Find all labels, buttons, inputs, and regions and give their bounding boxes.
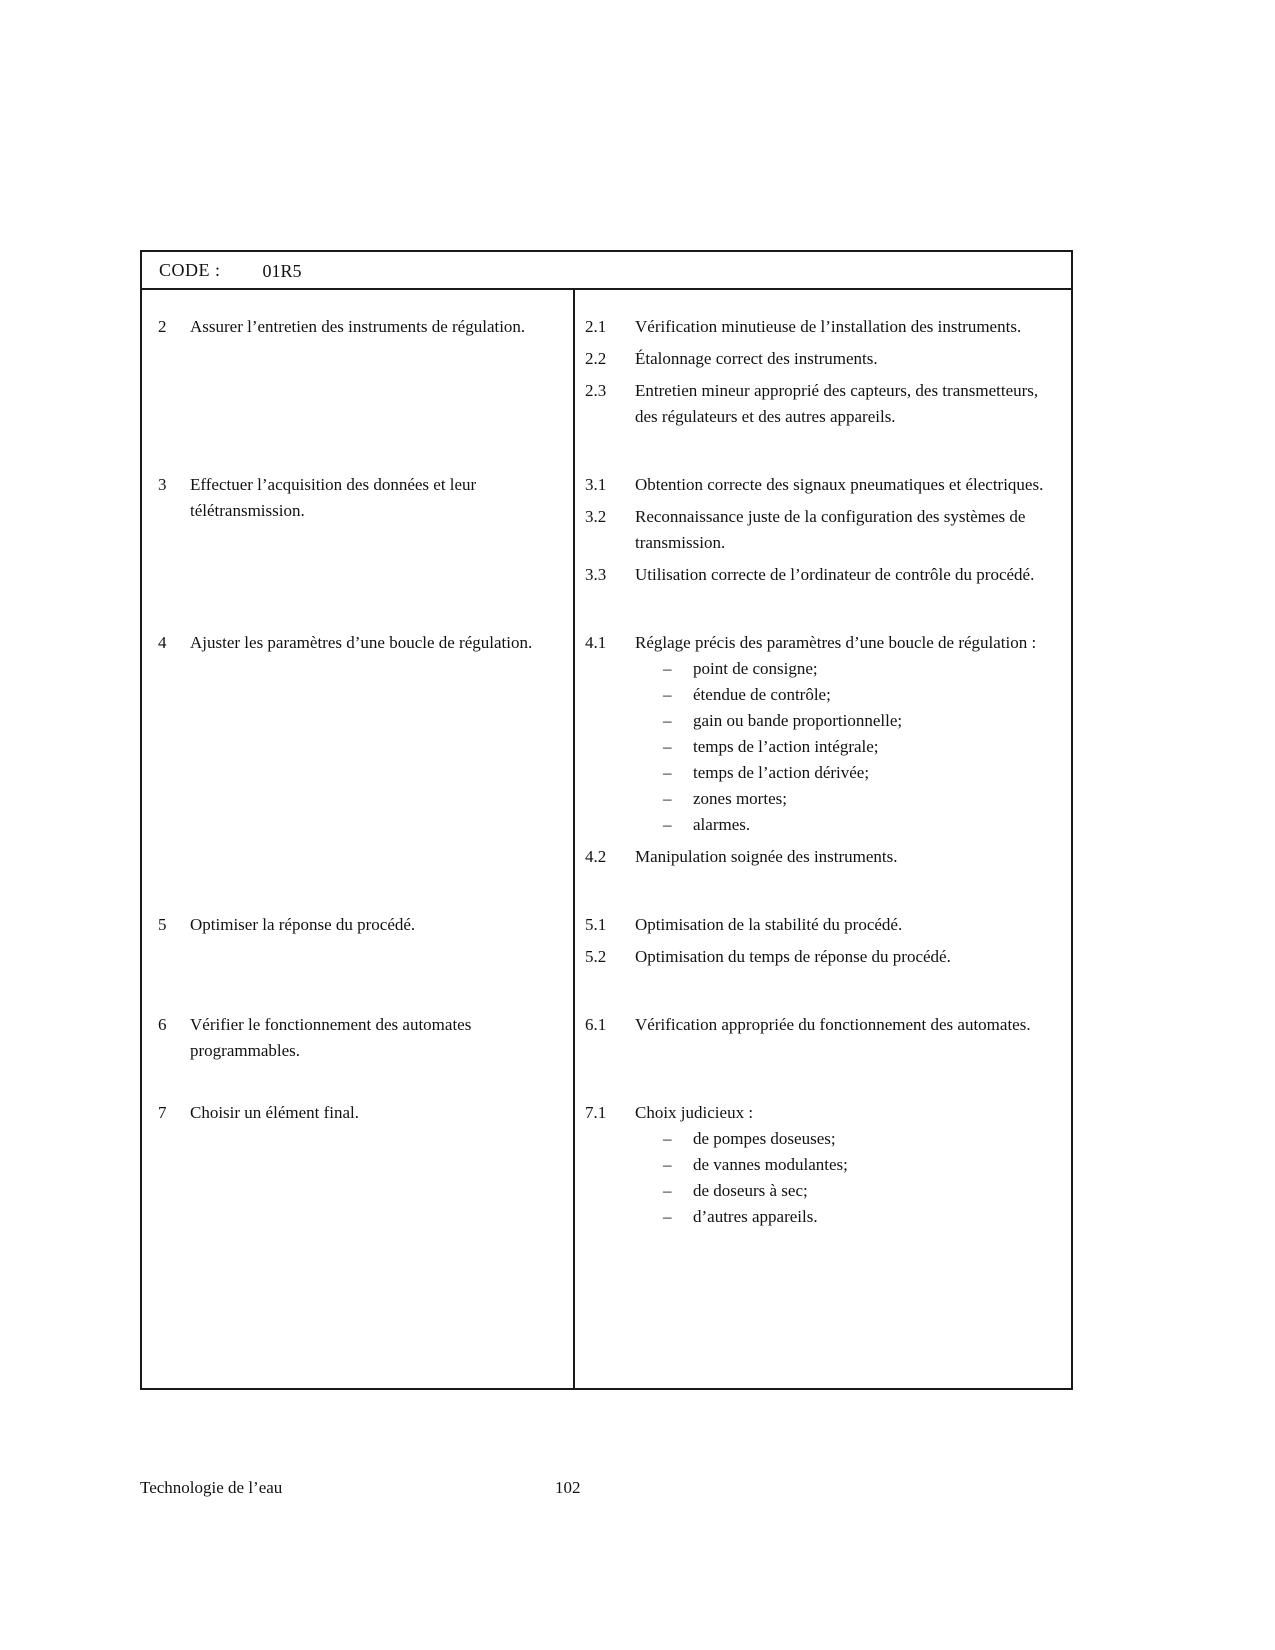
table-row	[142, 1100, 1071, 1236]
objective-cell	[142, 912, 575, 976]
criterion	[585, 472, 1045, 498]
sub-item-text: de doseurs à sec;	[693, 1181, 808, 1200]
sub-item-text: de vannes modulantes;	[693, 1155, 848, 1174]
objective-cell	[142, 1012, 575, 1064]
sub-item-text: temps de l’action intégrale;	[693, 737, 879, 756]
criteria-cell	[575, 314, 1071, 436]
sub-item	[635, 682, 1045, 708]
sub-item	[635, 786, 1045, 812]
criterion	[585, 562, 1045, 588]
criterion	[585, 314, 1045, 340]
item-text: Effectuer l’acquisition des données et leur télétransmission.	[190, 475, 477, 520]
criterion	[585, 844, 1045, 870]
criterion-number: 3.3	[585, 565, 607, 584]
criterion-text: Reconnaissance juste de la configuration des systèmes de transmission.	[635, 507, 1026, 552]
sub-item	[635, 760, 1045, 786]
dash-bullet: –	[663, 711, 672, 730]
objective-cell	[142, 1100, 575, 1236]
criterion-number: 5.1	[585, 915, 607, 934]
sub-item-text: d’autres appareils.	[693, 1207, 818, 1226]
dash-bullet: –	[663, 1181, 672, 1200]
dash-bullet: –	[663, 763, 672, 782]
criterion-number: 4.2	[585, 847, 607, 866]
criterion-text: Optimisation du temps de réponse du procédé.	[635, 947, 951, 966]
page-number: 102	[555, 1478, 581, 1497]
table-row	[142, 630, 1071, 876]
code-header	[142, 252, 1071, 290]
criterion	[585, 630, 1045, 838]
dash-bullet: –	[663, 789, 672, 808]
sub-item	[635, 1126, 1045, 1152]
criteria-cell	[575, 1012, 1071, 1064]
page-footer	[140, 1478, 1073, 1498]
criterion-number: 7.1	[585, 1103, 607, 1122]
criterion-text: Vérification minutieuse de l’installation des instruments.	[635, 317, 1022, 336]
criterion	[585, 912, 1045, 938]
sub-item-text: temps de l’action dérivée;	[693, 763, 870, 782]
item-text: Optimiser la réponse du procédé.	[190, 915, 416, 934]
sub-item-text: gain ou bande proportionnelle;	[693, 711, 903, 730]
item-number: 3	[158, 475, 167, 494]
footer-title: Technologie de l’eau	[140, 1478, 283, 1497]
sub-item	[635, 656, 1045, 682]
table-body	[142, 290, 1071, 1388]
criterion-text: Optimisation de la stabilité du procédé.	[635, 915, 903, 934]
dash-bullet: –	[663, 1207, 672, 1226]
criterion-number: 5.2	[585, 947, 607, 966]
criterion	[585, 944, 1045, 970]
criterion-number: 2.3	[585, 381, 607, 400]
sub-item	[635, 734, 1045, 760]
table-row	[142, 912, 1071, 976]
criteria-cell	[575, 472, 1071, 594]
dash-bullet: –	[663, 1129, 672, 1148]
criterion	[585, 1100, 1045, 1230]
sub-item	[635, 1204, 1045, 1230]
criterion-number: 3.1	[585, 475, 607, 494]
column-divider	[573, 290, 575, 1388]
criterion-number: 3.2	[585, 507, 607, 526]
table-row	[142, 314, 1071, 436]
criterion-text: Étalonnage correct des instruments.	[635, 349, 878, 368]
competency-table	[140, 250, 1073, 1390]
sub-item-text: de pompes doseuses;	[693, 1129, 836, 1148]
criterion-text-block	[635, 630, 1045, 838]
item-text: Ajuster les paramètres d’une boucle de régulation.	[190, 633, 533, 652]
sub-item	[635, 812, 1045, 838]
item-number: 5	[158, 915, 167, 934]
item-number: 2	[158, 317, 167, 336]
criterion	[585, 1012, 1045, 1038]
criterion-text: Entretien mineur approprié des capteurs, des transmetteurs, des régulateurs et des autres appareils.	[635, 381, 1039, 426]
criteria-cell	[575, 912, 1071, 976]
dash-bullet: –	[663, 1155, 672, 1174]
criterion	[585, 378, 1045, 430]
dash-bullet: –	[663, 737, 672, 756]
criterion-text: Vérification appropriée du fonctionnement des automates.	[635, 1015, 1031, 1034]
criterion-text: Obtention correcte des signaux pneumatiques et électriques.	[635, 475, 1044, 494]
criterion	[585, 346, 1045, 372]
criteria-cell	[575, 1100, 1071, 1236]
table-row	[142, 1012, 1071, 1064]
criterion-number: 2.1	[585, 317, 607, 336]
objective-cell	[142, 314, 575, 436]
item-text: Vérifier le fonctionnement des automates programmables.	[190, 1015, 472, 1060]
table-row	[142, 472, 1071, 594]
item-text: Assurer l’entretien des instruments de régulation.	[190, 317, 526, 336]
criterion-text-block	[635, 1100, 1045, 1230]
item-number: 6	[158, 1015, 167, 1034]
item-number: 4	[158, 633, 167, 652]
criterion-text: Réglage précis des paramètres d’une boucle de régulation :	[635, 633, 1037, 652]
code-value: 01R5	[262, 261, 302, 281]
objective-cell	[142, 472, 575, 594]
sub-item-text: point de consigne;	[693, 659, 818, 678]
criterion-number: 6.1	[585, 1015, 607, 1034]
sub-item	[635, 1178, 1045, 1204]
item-number: 7	[158, 1103, 167, 1122]
sub-item	[635, 1152, 1045, 1178]
criteria-cell	[575, 630, 1071, 876]
sub-item	[635, 708, 1045, 734]
dash-bullet: –	[663, 685, 672, 704]
criterion	[585, 504, 1045, 556]
sub-item-text: étendue de contrôle;	[693, 685, 831, 704]
sub-item-text: alarmes.	[693, 815, 751, 834]
item-text: Choisir un élément final.	[190, 1103, 360, 1122]
criterion-text: Utilisation correcte de l’ordinateur de contrôle du procédé.	[635, 565, 1035, 584]
dash-bullet: –	[663, 659, 672, 678]
criterion-text: Choix judicieux :	[635, 1103, 754, 1122]
criterion-number: 2.2	[585, 349, 607, 368]
dash-bullet: –	[663, 815, 672, 834]
objective-cell	[142, 630, 575, 876]
criterion-number: 4.1	[585, 633, 607, 652]
code-label: CODE :	[159, 259, 221, 280]
criterion-text: Manipulation soignée des instruments.	[635, 847, 898, 866]
sub-item-text: zones mortes;	[693, 789, 787, 808]
